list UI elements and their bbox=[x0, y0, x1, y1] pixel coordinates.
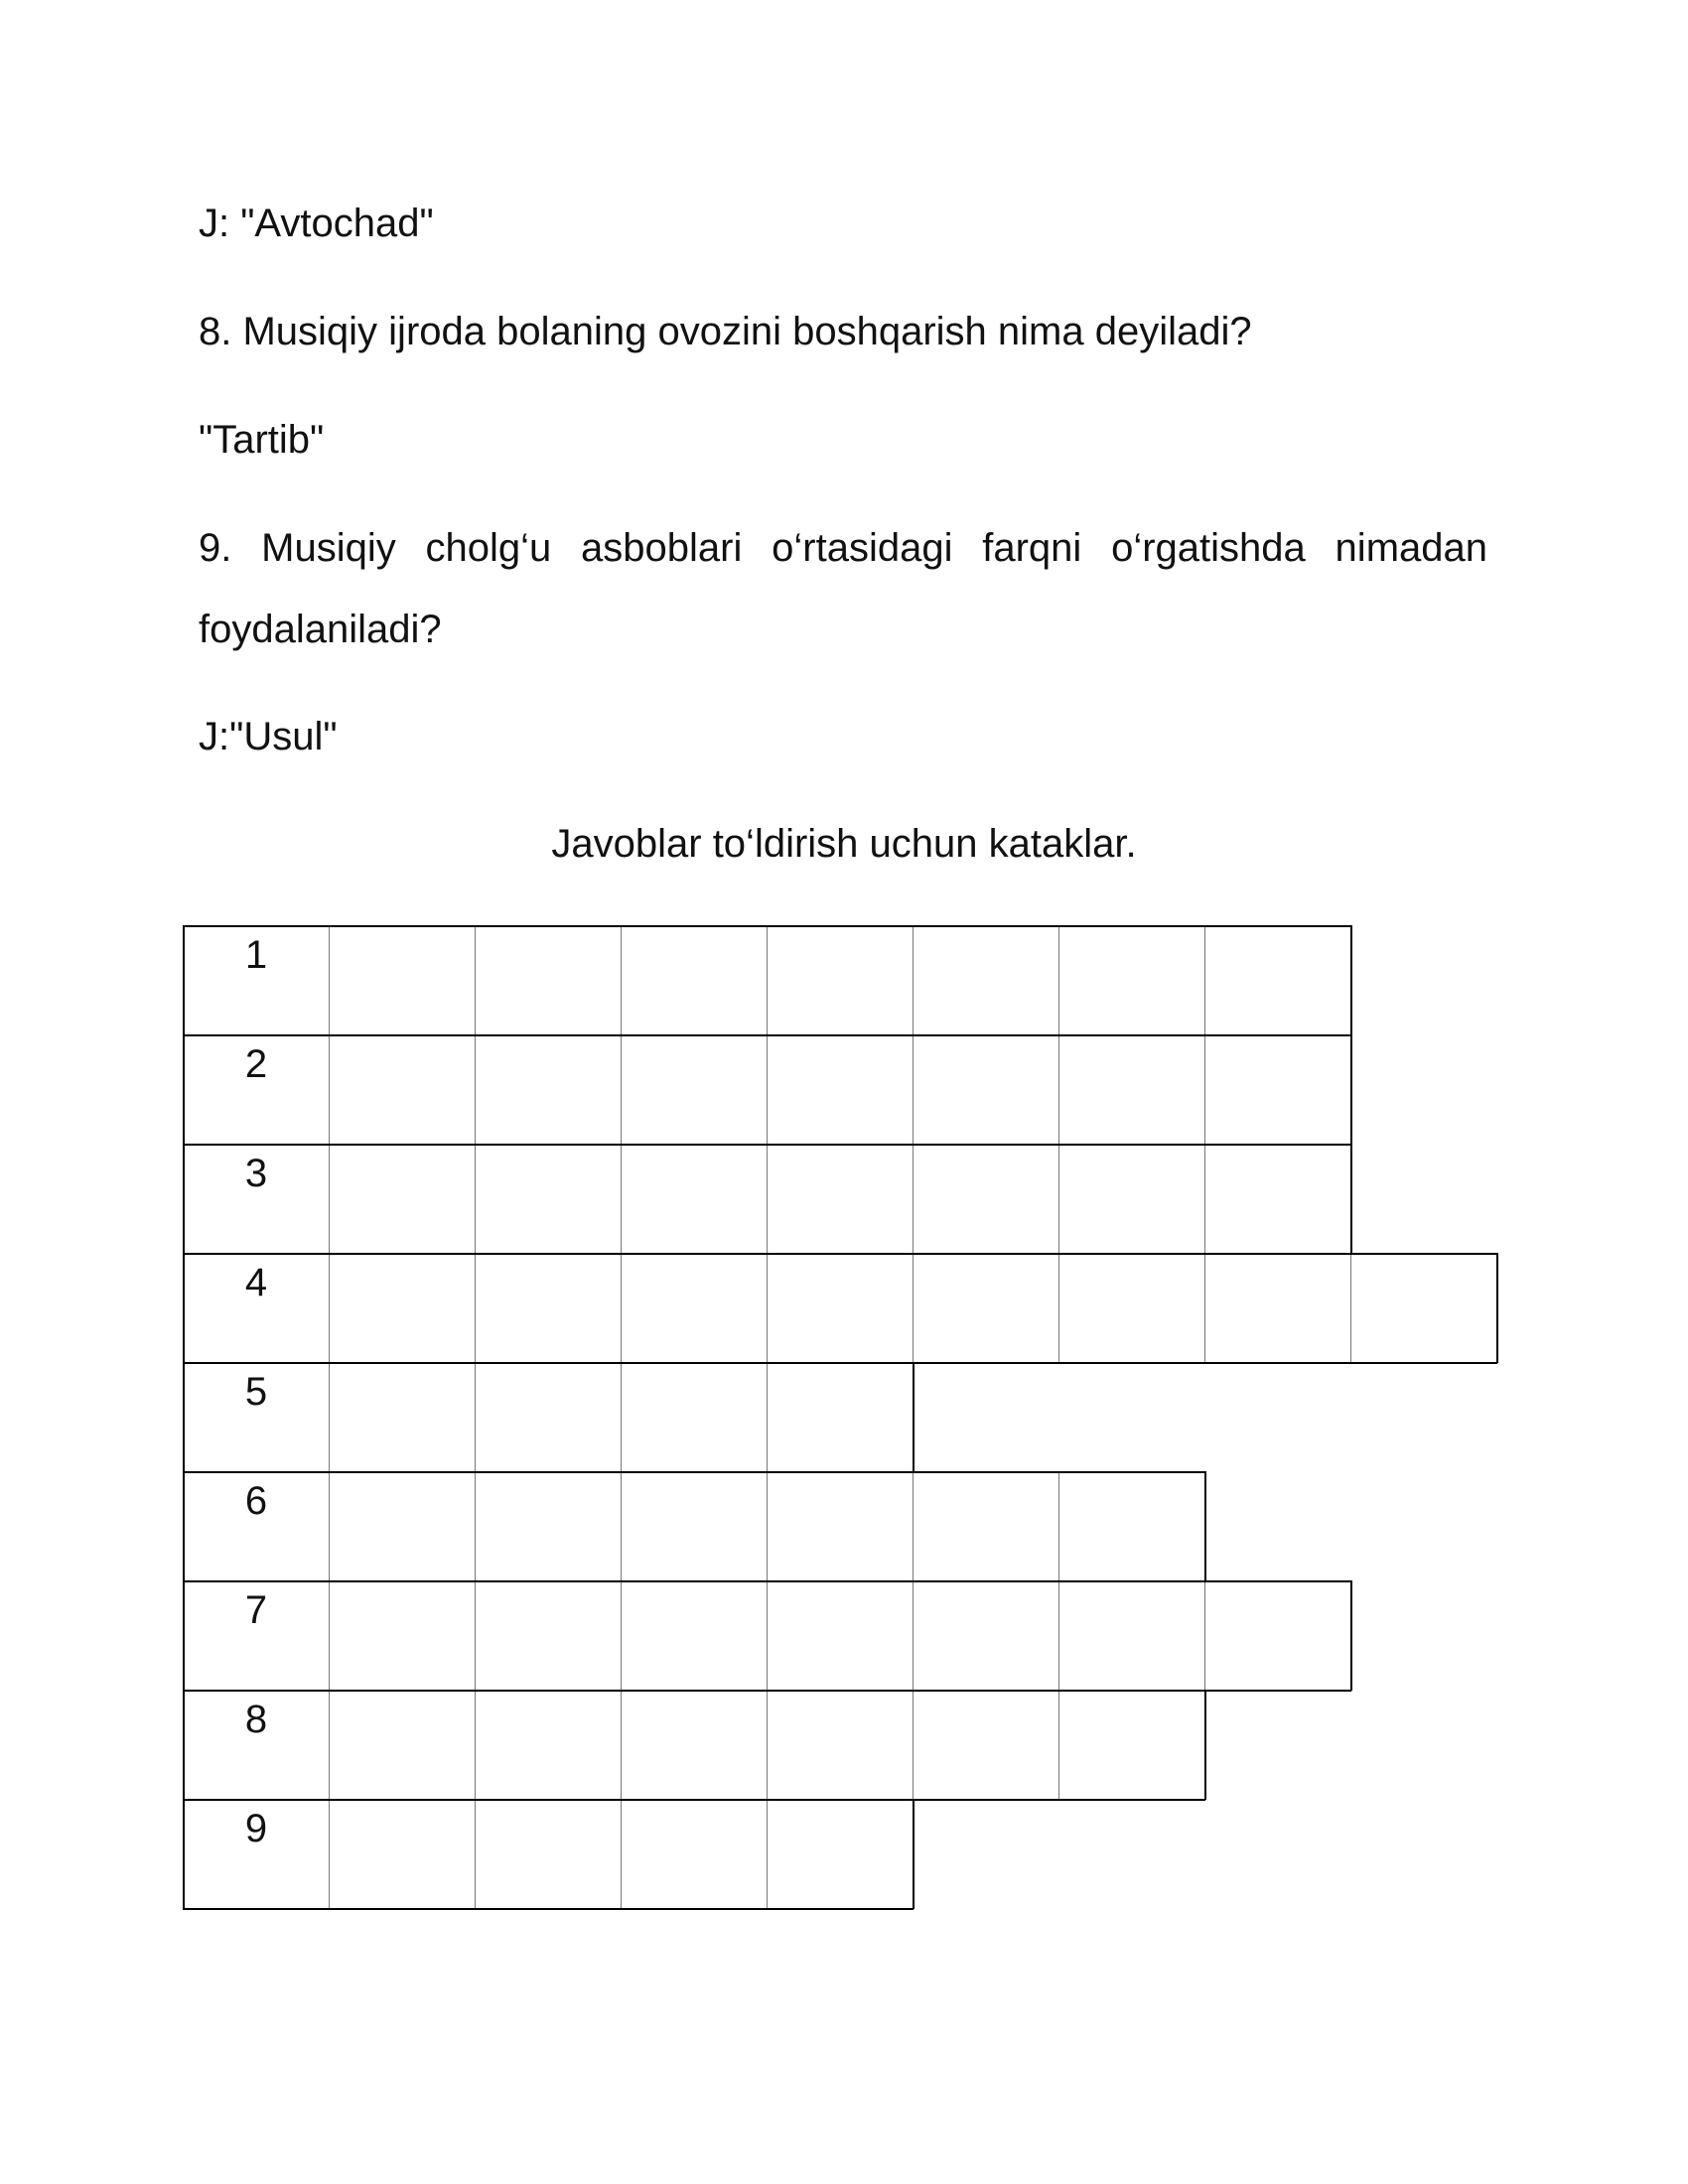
row-number: 7 bbox=[244, 1588, 268, 1632]
grid-cell[interactable] bbox=[621, 1580, 768, 1691]
answer-9: J:"Usul" bbox=[199, 715, 338, 758]
grid-cell[interactable] bbox=[913, 1034, 1059, 1145]
question-9: 9. Musiqiy cholg‘u asboblari o‘rtasidagi farqni o‘rgatishda nimadan foydalaniladi? bbox=[199, 526, 1487, 651]
grid-cell[interactable] bbox=[913, 1471, 1059, 1581]
grid-cell[interactable] bbox=[329, 1690, 476, 1800]
grid-border-line bbox=[1350, 1144, 1352, 1254]
grid-border-line bbox=[183, 1144, 1351, 1146]
grid-cell[interactable] bbox=[913, 1690, 1059, 1800]
grid-cell[interactable] bbox=[1204, 1034, 1351, 1145]
grid-border-line bbox=[913, 1799, 914, 1909]
row-number: 2 bbox=[244, 1042, 268, 1086]
grid-border-line bbox=[183, 925, 1351, 927]
grid-cell[interactable] bbox=[1058, 1253, 1205, 1363]
grid-cell[interactable] bbox=[475, 1799, 622, 1909]
grid-cell[interactable] bbox=[1058, 925, 1205, 1035]
question-8: 8. Musiqiy ijroda bolaning ovozini boshqarish nima deyiladi? bbox=[199, 310, 1252, 353]
grid-cell[interactable] bbox=[475, 1253, 622, 1363]
row-number: 6 bbox=[244, 1479, 268, 1523]
answer-7: J: "Avtochad" bbox=[199, 202, 434, 245]
grid-border-line bbox=[183, 1690, 1351, 1692]
grid-cell[interactable] bbox=[621, 1144, 768, 1254]
grid-cell[interactable] bbox=[913, 1144, 1059, 1254]
grid-border-line bbox=[183, 1799, 1205, 1801]
grid-cell[interactable] bbox=[621, 1471, 768, 1581]
grid-cell[interactable] bbox=[621, 925, 768, 1035]
grid-cell[interactable] bbox=[913, 925, 1059, 1035]
grid-cell[interactable] bbox=[1058, 1471, 1205, 1581]
grid-cell[interactable] bbox=[913, 1253, 1059, 1363]
grid-cell[interactable] bbox=[913, 1580, 1059, 1691]
grid-cell[interactable] bbox=[475, 925, 622, 1035]
grid-border-line bbox=[183, 1253, 1497, 1255]
grid-cell[interactable] bbox=[767, 925, 914, 1035]
grid-border-line bbox=[183, 1908, 914, 1910]
grid-cell[interactable] bbox=[621, 1799, 768, 1909]
grid-cell[interactable] bbox=[1204, 925, 1351, 1035]
grid-cell[interactable] bbox=[621, 1253, 768, 1363]
row-number: 3 bbox=[244, 1152, 268, 1195]
grid-cell[interactable] bbox=[1058, 1580, 1205, 1691]
grid-cell[interactable] bbox=[1058, 1690, 1205, 1800]
row-number: 8 bbox=[244, 1698, 268, 1741]
grid-cell[interactable] bbox=[1204, 1253, 1351, 1363]
grid-cell[interactable] bbox=[329, 1362, 476, 1472]
grid-cell[interactable] bbox=[621, 1362, 768, 1472]
grid-cell[interactable] bbox=[767, 1144, 914, 1254]
grid-cell[interactable] bbox=[329, 925, 476, 1035]
grid-cell[interactable] bbox=[475, 1362, 622, 1472]
grid-cell[interactable] bbox=[475, 1034, 622, 1145]
grid-border-line bbox=[183, 1580, 1351, 1582]
grid-cell[interactable] bbox=[767, 1471, 914, 1581]
grid-cell[interactable] bbox=[1058, 1144, 1205, 1254]
grid-border-line bbox=[1350, 1580, 1352, 1691]
grid-border-line bbox=[183, 1471, 1205, 1473]
row-number: 9 bbox=[244, 1807, 268, 1850]
row-number: 5 bbox=[244, 1370, 268, 1414]
grid-cell[interactable] bbox=[475, 1690, 622, 1800]
grid-cell[interactable] bbox=[329, 1799, 476, 1909]
grid-caption: Javoblar to‘ldirish uchun kataklar. bbox=[551, 822, 1137, 866]
grid-cell[interactable] bbox=[329, 1034, 476, 1145]
answer-8: "Tartib" bbox=[199, 418, 325, 462]
grid-border-line bbox=[1496, 1253, 1498, 1363]
grid-cell[interactable] bbox=[475, 1580, 622, 1691]
grid-border-line bbox=[1350, 925, 1352, 1035]
grid-border-line bbox=[1350, 1034, 1352, 1145]
grid-cell[interactable] bbox=[767, 1580, 914, 1691]
grid-cell[interactable] bbox=[1204, 1144, 1351, 1254]
row-number: 1 bbox=[244, 933, 268, 977]
grid-cell[interactable] bbox=[1350, 1253, 1497, 1363]
grid-cell[interactable] bbox=[621, 1034, 768, 1145]
grid-cell[interactable] bbox=[329, 1144, 476, 1254]
grid-cell[interactable] bbox=[329, 1253, 476, 1363]
grid-cell[interactable] bbox=[767, 1362, 914, 1472]
row-number: 4 bbox=[244, 1261, 268, 1304]
grid-border-line bbox=[183, 925, 185, 1909]
grid-cell[interactable] bbox=[767, 1253, 914, 1363]
grid-cell[interactable] bbox=[767, 1799, 914, 1909]
grid-cell[interactable] bbox=[475, 1471, 622, 1581]
grid-cell[interactable] bbox=[621, 1690, 768, 1800]
grid-cell[interactable] bbox=[329, 1471, 476, 1581]
grid-cell[interactable] bbox=[475, 1144, 622, 1254]
grid-border-line bbox=[913, 1362, 914, 1472]
grid-cell[interactable] bbox=[1204, 1580, 1351, 1691]
grid-border-line bbox=[1204, 1690, 1206, 1800]
grid-border-line bbox=[1204, 1471, 1206, 1581]
grid-cell[interactable] bbox=[329, 1580, 476, 1691]
grid-border-line bbox=[183, 1362, 1497, 1364]
grid-cell[interactable] bbox=[1058, 1034, 1205, 1145]
grid-border-line bbox=[183, 1034, 1351, 1036]
grid-cell[interactable] bbox=[767, 1690, 914, 1800]
grid-cell[interactable] bbox=[767, 1034, 914, 1145]
